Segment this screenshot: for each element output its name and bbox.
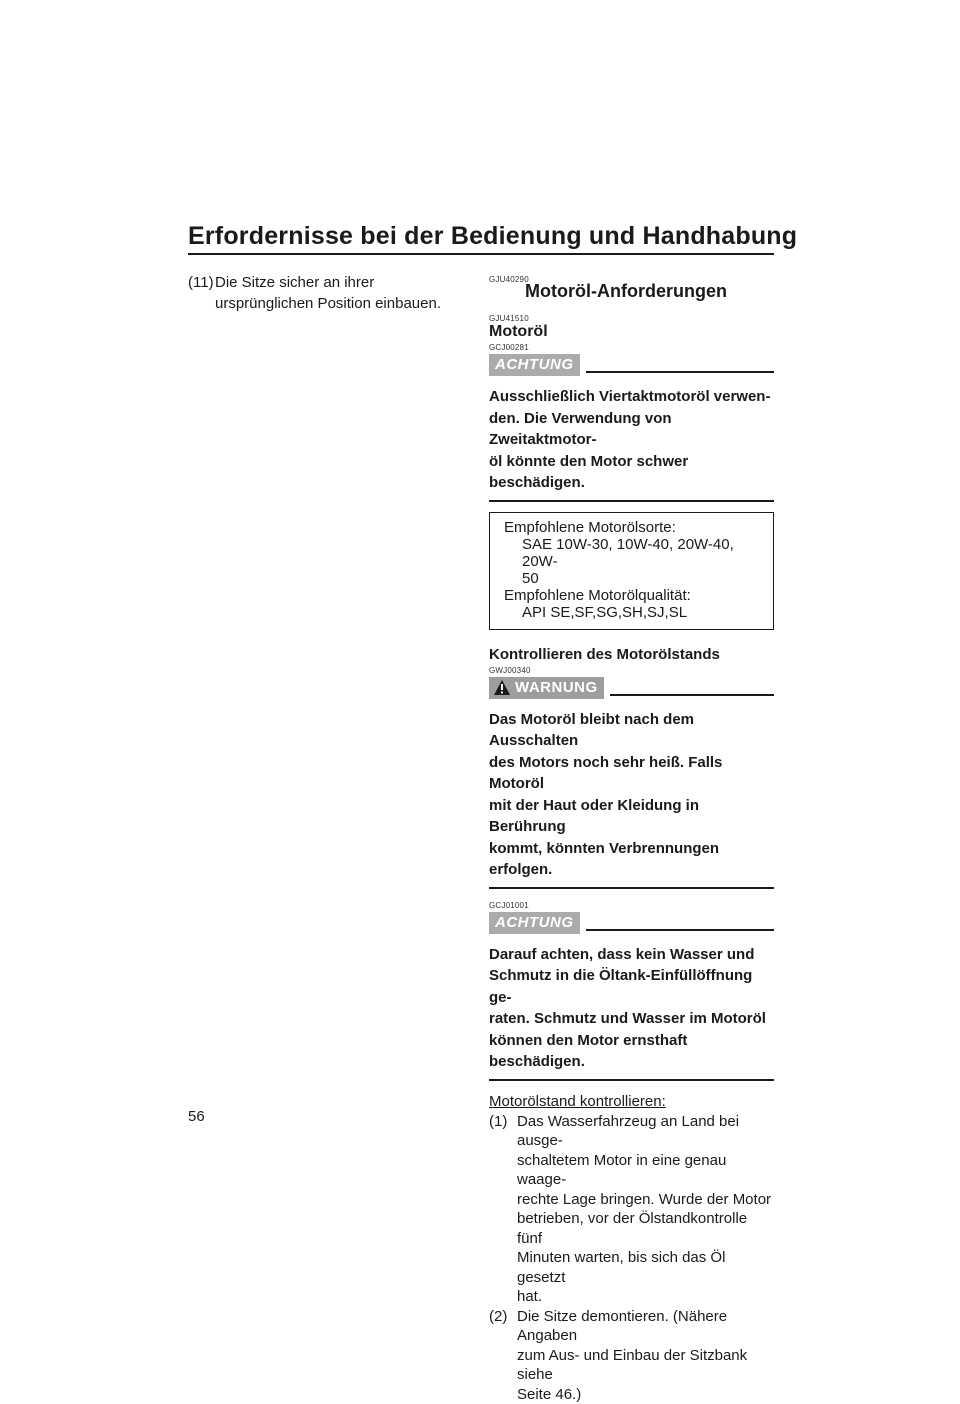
caution2-badge: ACHTUNG: [489, 912, 580, 934]
page-number: 56: [188, 1108, 205, 1125]
page-title: Erfordernisse bei der Bedienung und Handhabung: [188, 222, 797, 251]
procedure-title: Motorölstand kontrollieren:: [489, 1091, 666, 1112]
procedure-steps: [489, 1112, 774, 1404]
step-text: Die Sitze sicher an ihrer ursprünglichen Position einbauen.: [215, 272, 464, 314]
step-line: rechte Lage bringen. Wurde der Motor: [517, 1190, 774, 1210]
warning-triangle-icon: [493, 679, 511, 696]
caution1-rule: [586, 371, 775, 373]
caution1-code: GCJ00281: [489, 343, 774, 352]
caution2-line: können den Motor ernsthaft beschädigen.: [489, 1030, 774, 1073]
title-rule: [188, 253, 774, 255]
warning-badge: [489, 677, 604, 699]
step-text: [517, 1112, 774, 1307]
step-line: Minuten warten, bis sich das Öl gesetzt: [517, 1248, 774, 1287]
caution1-body: [489, 386, 774, 502]
caution2-line: Schmutz in die Öltank-Einfüllöffnung ge-: [489, 965, 774, 1008]
caution1-line: den. Die Verwendung von Zweitaktmotor-: [489, 408, 774, 451]
step-2: [489, 1307, 774, 1404]
caution2-rule: [586, 929, 775, 931]
oil-type-value-cont: 50: [504, 570, 759, 587]
warning-code: GWJ00340: [489, 666, 774, 675]
warning-body: [489, 709, 774, 889]
caution2-line: Darauf achten, dass kein Wasser und: [489, 944, 774, 966]
step-line: hat.: [517, 1287, 774, 1307]
oil-type-label: Empfohlene Motorölsorte:: [504, 519, 759, 536]
caution1-badge: ACHTUNG: [489, 354, 580, 376]
oil-spec-box: [489, 512, 774, 630]
subsection-title: Motoröl: [489, 323, 774, 341]
warning-line: des Motors noch sehr heiß. Falls Motoröl: [489, 752, 774, 795]
warning-header: [489, 677, 774, 699]
warning-line: mit der Haut oder Kleidung in Berührung: [489, 795, 774, 838]
step-number: (2): [489, 1307, 517, 1404]
step-text: [517, 1307, 774, 1404]
oil-type-value: SAE 10W-30, 10W-40, 20W-40, 20W-: [504, 536, 759, 570]
caution2-code: GCJ01001: [489, 901, 774, 910]
step-1: [489, 1112, 774, 1307]
oil-quality-value: API SE,SF,SG,SH,SJ,SL: [504, 604, 759, 621]
caution2-line: raten. Schmutz und Wasser im Motoröl: [489, 1008, 774, 1030]
step-line: zum Aus- und Einbau der Sitzbank siehe: [517, 1346, 774, 1385]
caution1-line: Ausschließlich Viertaktmotoröl verwen-: [489, 386, 774, 408]
caution2-header: [489, 912, 774, 934]
right-column: [489, 275, 774, 1404]
oil-quality-label: Empfohlene Motorölqualität:: [504, 587, 759, 604]
step-line: Seite 46.): [517, 1385, 774, 1404]
warning-label: WARNUNG: [515, 677, 598, 699]
caution1-header: [489, 354, 774, 376]
section-code: GJU40290: [489, 275, 774, 284]
warning-line: kommt, könnten Verbrennungen erfolgen.: [489, 838, 774, 881]
subsection-code: GJU41510: [489, 314, 774, 323]
step-line: schaltetem Motor in eine genau waage-: [517, 1151, 774, 1190]
caution2-body: [489, 944, 774, 1081]
step-number: (11): [188, 272, 215, 314]
step-number: (1): [489, 1112, 517, 1307]
step-line: Die Sitze demontieren. (Nähere Angaben: [517, 1307, 774, 1346]
warning-rule: [610, 694, 774, 696]
step-line: betrieben, vor der Ölstandkontrolle fünf: [517, 1209, 774, 1248]
check-title: Kontrollieren des Motorölstands: [489, 646, 774, 664]
section-title: Motoröl-Anforderungen: [489, 280, 774, 302]
step-11: [188, 272, 464, 314]
caution1-line: öl könnte den Motor schwer beschädigen.: [489, 451, 774, 494]
step-line: Das Wasserfahrzeug an Land bei ausge-: [517, 1112, 774, 1151]
warning-line: Das Motoröl bleibt nach dem Ausschalten: [489, 709, 774, 752]
left-column: [188, 272, 464, 314]
